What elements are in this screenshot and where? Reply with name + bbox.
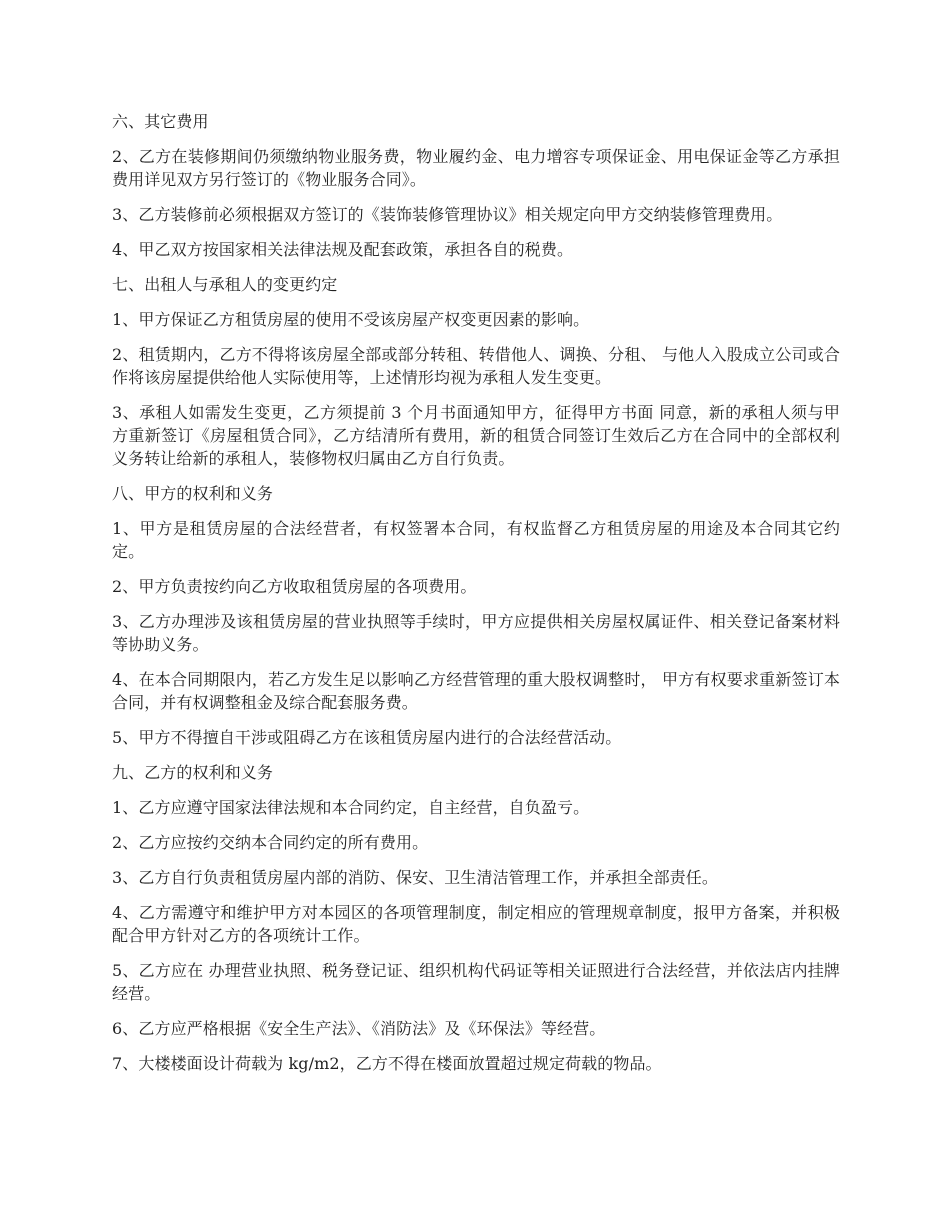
clause-6-3: 3、乙方装修前必须根据双方签订的《装饰装修管理协议》相关规定向甲方交纳装修管理费用。 xyxy=(112,205,783,224)
clause-8-5: 5、甲方不得擅自干涉或阻碍乙方在该租赁房屋内进行的合法经营活动。 xyxy=(112,728,622,747)
section-heading-6: 六、其它费用 xyxy=(112,112,209,131)
section-heading-9: 九、乙方的权利和义务 xyxy=(112,763,274,782)
clause-9-5: 5、乙方应在 办理营业执照、税务登记证、组织机构代码证等相关证照进行合法经营，并依法店内挂牌经营。 xyxy=(112,961,840,1003)
clause-7-3: 3、承租人如需发生变更，乙方须提前 3 个月书面通知甲方，征得甲方书面 同意，新的承租人须与甲方重新签订《房屋租赁合同》，乙方结清所有费用，新的租赁合同签订生效后乙方在合同中的全部权利义务转让给新的承租人，装修物权归属由乙方自行负责。 xyxy=(112,403,840,468)
clause-6-2: 2、乙方在装修期间仍须缴纳物业服务费，物业履约金、电力增容专项保证金、用电保证金等乙方承担费用详见双方另行签订的《物业服务合同》。 xyxy=(112,147,840,189)
clause-7-1: 1、甲方保证乙方租赁房屋的使用不受该房屋产权变更因素的影响。 xyxy=(112,310,590,329)
clause-7-2: 2、租赁期内，乙方不得将该房屋全部或部分转租、转借他人、调换、分租、 与他人入股成立公司或合作将该房屋提供给他人实际使用等，上述情形均视为承租人发生变更。 xyxy=(112,345,840,387)
clause-8-1: 1、甲方是租赁房屋的合法经营者，有权签署本合同，有权监督乙方租赁房屋的用途及本合同其它约定。 xyxy=(112,519,840,561)
clause-9-2: 2、乙方应按约交纳本合同约定的所有费用。 xyxy=(112,833,429,852)
clause-9-7: 7、大楼楼面设计荷载为 kg/m2，乙方不得在楼面放置超过规定荷载的物品。 xyxy=(112,1054,662,1073)
clause-9-4: 4、乙方需遵守和维护甲方对本园区的各项管理制度，制定相应的管理规章制度，报甲方备案，并积极配合甲方针对乙方的各项统计工作。 xyxy=(112,903,840,945)
clause-8-4: 4、在本合同期限内，若乙方发生足以影响乙方经营管理的重大股权调整时， 甲方有权要求重新签订本合同，并有权调整租金及综合配套服务费。 xyxy=(112,670,840,712)
document-page xyxy=(112,110,840,1087)
clause-6-4: 4、甲乙双方按国家相关法律法规及配套政策，承担各自的税费。 xyxy=(112,240,574,259)
clause-9-3: 3、乙方自行负责租赁房屋内部的消防、保安、卫生清洁管理工作，并承担全部责任。 xyxy=(112,868,718,887)
clause-8-2: 2、甲方负责按约向乙方收取租赁房屋的各项费用。 xyxy=(112,577,477,596)
clause-8-3: 3、乙方办理涉及该租赁房屋的营业执照等手续时，甲方应提供相关房屋权属证件、相关登记备案材料等协助义务。 xyxy=(112,612,840,654)
section-heading-7: 七、出租人与承租人的变更约定 xyxy=(112,275,338,294)
section-heading-8: 八、甲方的权利和义务 xyxy=(112,484,274,503)
clause-9-1: 1、乙方应遵守国家法律法规和本合同约定，自主经营，自负盈亏。 xyxy=(112,798,590,817)
clause-9-6: 6、乙方应严格根据《安全生产法》、《消防法》及《环保法》等经营。 xyxy=(112,1019,606,1038)
